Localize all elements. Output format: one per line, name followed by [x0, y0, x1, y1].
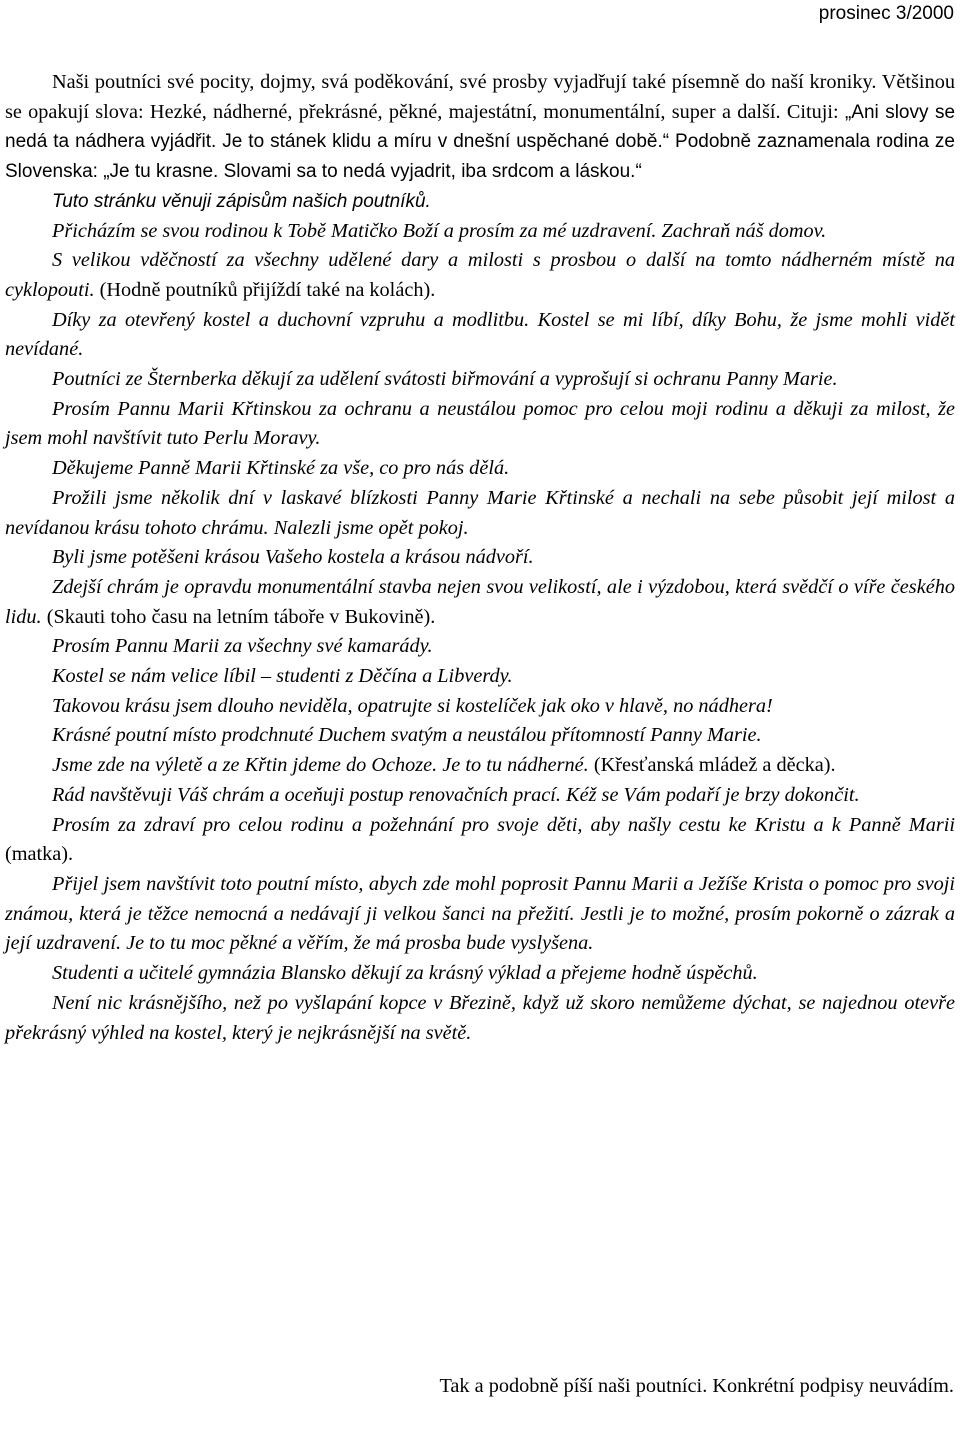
- guestbook-entry: [5, 454, 955, 484]
- guestbook-entry: [5, 187, 955, 217]
- document-body: [5, 68, 955, 1048]
- entry-text: Prožili jsme několik dní v laskavé blízkosti Panny Marie Křtinské a nechali na sebe působit její milost a nevídanou krásu tohoto chrámu. Nalezli jsme opět pokoj.: [5, 486, 955, 539]
- entry-text: (matka).: [5, 843, 74, 866]
- entry-text: Kostel se nám velice líbil – studenti z Děčína a Libverdy.: [52, 665, 513, 688]
- guestbook-entry: [5, 632, 955, 662]
- guestbook-entry: [5, 811, 955, 870]
- guestbook-entry: [5, 573, 955, 632]
- entry-text: Není nic krásnějšího, než po vyšlapání kopce v Březině, když už skoro nemůžeme dýchat, se najednou otevře překrásný výhled na kostel, který je nejkrásnější na světě.: [5, 991, 955, 1044]
- entry-text: Rád navštěvuji Váš chrám a oceňuji postup renovačních prací. Kéž se Vám podaří je brzy dokončit.: [52, 783, 860, 806]
- entry-text: Zdejší chrám je opravdu monumentální stavba nejen svou velikostí, ale i výzdobou, která svědčí o víře českého lidu.: [5, 575, 955, 628]
- entry-text: Poutníci ze Šternberka děkují za udělení svátosti biřmování a vyprošují si ochranu Panny Marie.: [52, 368, 838, 391]
- guestbook-entry: [5, 692, 955, 722]
- guestbook-entry: [5, 484, 955, 543]
- entry-text: S velikou vděčností za všechny udělené dary a milosti s prosbou o další na tomto nádherném místě na cyklopouti.: [5, 249, 955, 301]
- entry-text: Přicházím se svou rodinou k Tobě Matičko Boží a prosím za mé uzdravení. Zachraň náš domov.: [52, 219, 827, 242]
- guestbook-entry: [5, 365, 955, 395]
- entry-text: (Skauti toho času na letním táboře v Bukovině).: [41, 605, 436, 628]
- entry-text: Prosím Pannu Marii za všechny své kamarády.: [52, 635, 433, 658]
- guestbook-entry: [5, 870, 955, 959]
- guestbook-entry: [5, 989, 955, 1048]
- entry-text: Jsme zde na výletě a ze Křtin jdeme do Ochoze. Je to tu nádherné.: [52, 754, 589, 777]
- entry-text: Tuto stránku věnuji zápisům našich poutníků.: [52, 190, 431, 212]
- entry-text: (Křesťanská mládež a děcka).: [588, 754, 836, 777]
- guestbook-entry: [5, 721, 955, 751]
- entry-text: Prosím za zdraví pro celou rodinu a požehnání pro svoje děti, aby našly cestu ke Kristu a k Panně Marii: [52, 813, 955, 836]
- guestbook-entry: [5, 662, 955, 692]
- entry-text: Prosím Pannu Marii Křtinskou za ochranu a neustálou pomoc pro celou moji rodinu a děkuji za milost, že jsem mohl navštívit tuto Perlu Moravy.: [5, 397, 955, 450]
- guestbook-entry: [5, 217, 955, 247]
- guestbook-entry: [5, 781, 955, 811]
- entry-text: Byli jsme potěšeni krásou Vašeho kostela a krásou nádvoří.: [52, 546, 534, 569]
- entry-text: Studenti a učitelé gymnázia Blansko děkují za krásný výklad a přejeme hodně úspěchů.: [52, 962, 758, 985]
- entry-text: Děkujeme Panně Marii Křtinské za vše, co pro nás dělá.: [52, 457, 510, 480]
- entry-text: Díky za otevřený kostel a duchovní vzpruhu a modlitbu. Kostel se mi líbí, díky Bohu, že jsme mohli vidět nevídané.: [5, 308, 955, 361]
- footer-note: Tak a podobně píší naši poutníci. Konkrétní podpisy neuvádím.: [439, 1375, 954, 1397]
- entry-text: Krásné poutní místo prodchnuté Duchem svatým a neustálou přítomností Panny Marie.: [52, 724, 762, 747]
- entry-text: Přijel jsem navštívit toto poutní místo, abych zde mohl poprosit Pannu Marii a Ježíše Krista o pomoc pro svoji známou, která je těžce nemocná a nedávají ji velkou šanci na přežití. Jestli je to možné, prosím pokorně o zázrak a její uzdravení. Je to tu moc pěkné a věřím, že má prosba bude vyslyšena.: [5, 872, 955, 955]
- guestbook-entry: [5, 68, 955, 187]
- guestbook-entry: [5, 395, 955, 454]
- entry-text: „Ani slovy se nedá ta nádhera vyjádřit. Je to stánek klidu a míru v dnešní uspěchané době.“ Podobně zaznamenala rodina ze Slovenska: „Je tu krasne. Slovami sa to nedá vyjadrit, iba srdcom a láskou.“: [5, 101, 956, 183]
- page-header: prosinec 3/2000: [818, 3, 954, 24]
- entry-text: (Hodně poutníků přijíždí také na kolách).: [94, 278, 436, 301]
- entry-text: Naši poutníci své pocity, dojmy, svá poděkování, své prosby vyjadřují také písemně do naší kroniky. Většinou se opakují slova: Hezké, nádherné, překrásné, pěkné, majestátní, monumentální, super a další. Cituji:: [5, 71, 955, 123]
- entry-text: Takovou krásu jsem dlouho neviděla, opatrujte si kostelíček jak oko v hlavě, no nádhera!: [52, 694, 773, 717]
- guestbook-entry: [5, 246, 955, 305]
- guestbook-entry: [5, 306, 955, 365]
- guestbook-entry: [5, 543, 955, 573]
- guestbook-entry: [5, 959, 955, 989]
- guestbook-entry: [5, 751, 955, 781]
